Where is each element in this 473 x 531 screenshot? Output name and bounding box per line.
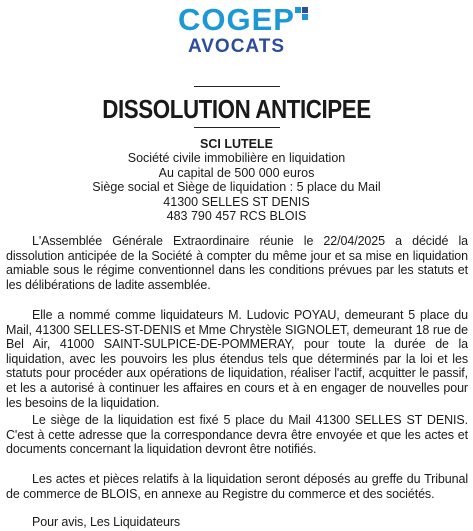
logo-brand [178, 4, 295, 35]
logo-tagline: AVOCATS [187, 36, 286, 57]
company-identification [0, 137, 473, 223]
company-city: 41300 SELLES ST DENIS [163, 194, 310, 209]
logo-brand-text: COGEP [178, 2, 295, 37]
notice-signature [6, 515, 468, 530]
company-type: Société civile immobilière en liquidation [127, 151, 346, 166]
notice-paragraph-decision [6, 234, 468, 292]
company-name: SCI LUTELE [200, 137, 273, 151]
company-capital: Au capital de 500 000 euros [158, 165, 315, 180]
notice-paragraph-filing [6, 472, 468, 501]
logo-squares-icon [295, 7, 309, 21]
notice-paragraph-seat [6, 413, 468, 457]
notice-paragraph-liquidators [6, 308, 468, 410]
company-seat: Siège social et Siège de liquidation : 5 place du Mail [92, 180, 381, 195]
paragraph-text: Elle a nommé comme liquidateurs M. Ludovic POYAU, demeurant 5 place du Mail, 41300 SELLES-ST-DENIS et Mme Chrystèle SIGNOLET, demeurant 18 rue de Bel Air, 41000 SAINT-SULPICE-DE-POMMERAY, pour toute la durée de la liquidation, avec les pouvoirs les plus étendus tels que déterminés par la loi et les statuts pour procéder aux opérations de liquidation, réaliser l'actif, acquitter le passif, et les a autorisé à continuer les affaires en cours et à en engager de nouvelles pour les besoins de la liquidation. [6, 308, 468, 410]
company-rcs: 483 790 457 RCS BLOIS [166, 209, 307, 224]
paragraph-text: Le siège de la liquidation est fixé 5 place du Mail 41300 SELLES ST DENIS. C'est à cette adresse que la correspondance devra être envoyée et que les actes et documents concernant la liquidation devront être notifiés. [6, 413, 468, 457]
notice-title: DISSOLUTION ANTICIPEE [102, 94, 371, 124]
signature-text: Pour avis, Les Liquidateurs [32, 515, 181, 529]
paragraph-text: Les actes et pièces relatifs à la liquidation seront déposés au greffe du Tribunal de commerce de BLOIS, en annexe au Registre du commerce et des sociétés. [6, 472, 468, 501]
divider-bottom [194, 127, 280, 128]
paragraph-text: L'Assemblée Générale Extraordinaire réunie le 22/04/2025 a décidé la dissolution anticipée de la Société à compter du même jour et sa mise en liquidation amiable sous le régime conventionnel dans les conditions prévues par les statuts et les délibérations de ladite assemblée. [6, 234, 468, 292]
divider-top [194, 86, 280, 87]
cogep-logo [0, 4, 473, 57]
